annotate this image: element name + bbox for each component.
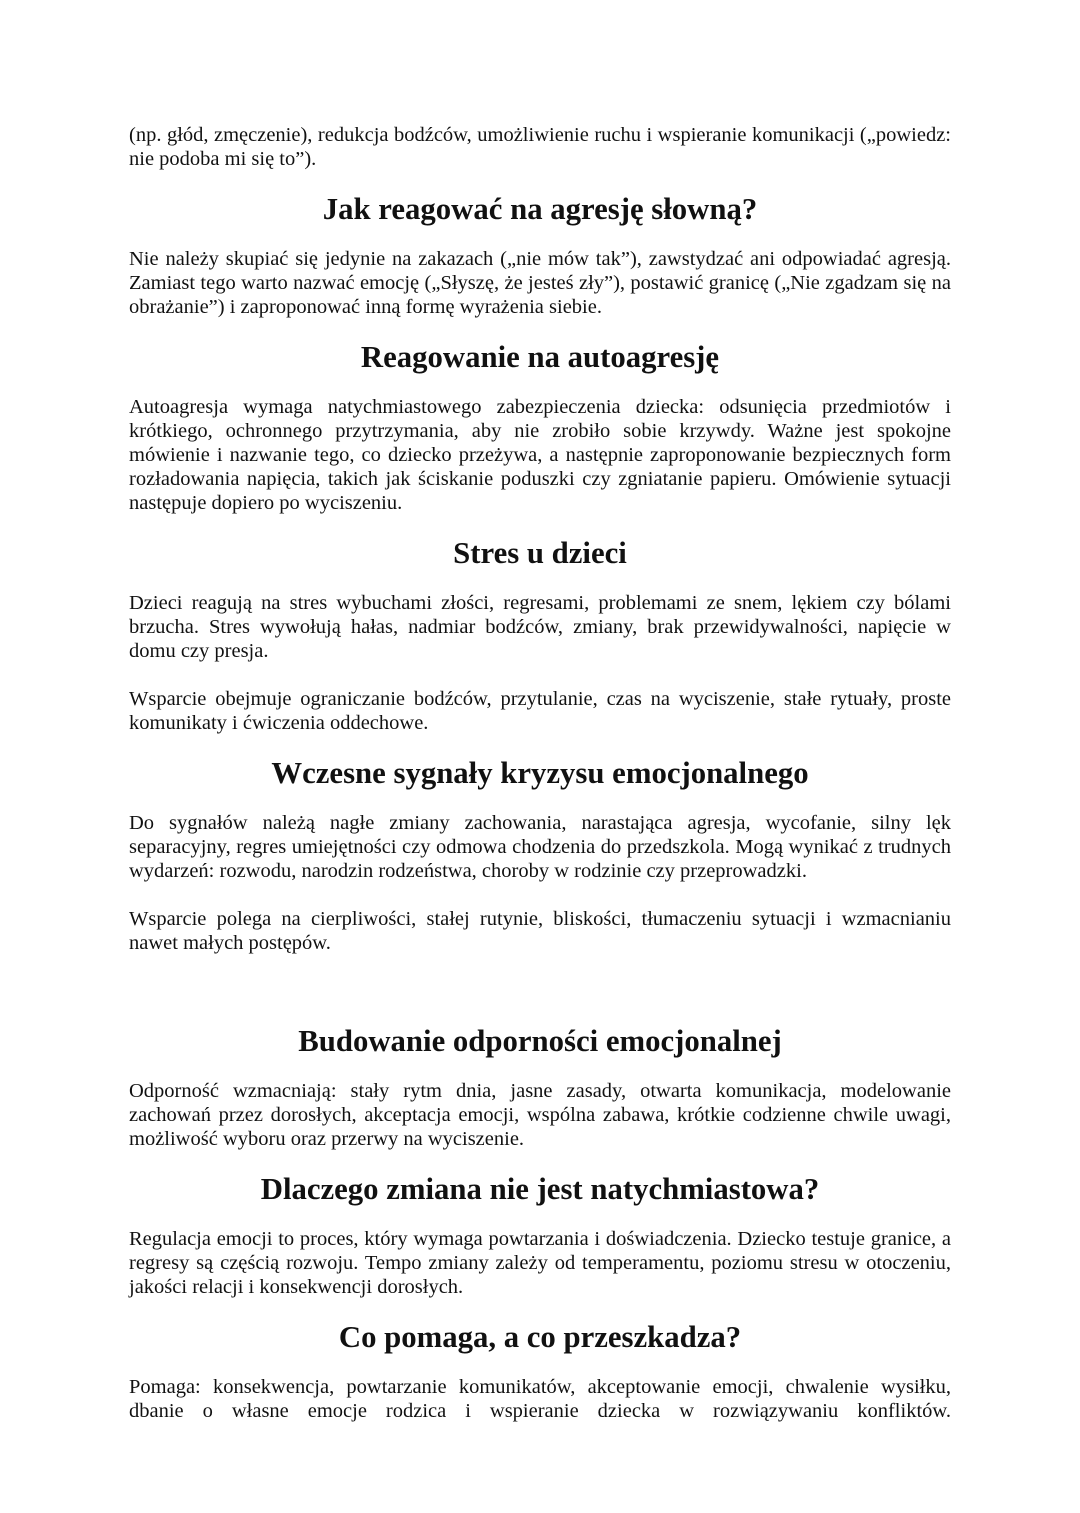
intro-paragraph: (np. głód, zmęczenie), redukcja bodźców, umożliwienie ruchu i wspieranie komunikacji („powiedz: nie podoba mi się to”).: [129, 124, 951, 170]
section-paragraph: Dzieci reagują na stres wybuchami złości, regresami, problemami ze snem, lękiem czy bólami brzucha. Stres wywołują hałas, nadmiar bodźców, zmiany, brak przewidywalności, napięcie w domu czy presja.: [129, 592, 951, 662]
document-page: [129, 123, 951, 1423]
section-heading: Reagowanie na autoagresję: [360, 340, 720, 374]
section-heading: Dlaczego zmiana nie jest natychmiastowa?: [260, 1172, 820, 1206]
section-change-not-immediate: [129, 1172, 951, 1299]
section-paragraph: Nie należy skupiać się jedynie na zakazach („nie mów tak”), zawstydzać ani odpowiadać agresją. Zamiast tego warto nazwać emocję („Słyszę, że jesteś zły”), postawić granicę („Nie zgadzam się na obrażanie”) i zaproponować inną formę wyrażenia siebie.: [129, 248, 951, 318]
section-early-signals: [129, 756, 951, 955]
section-heading: Stres u dzieci: [453, 536, 627, 570]
section-heading: Wczesne sygnały kryzysu emocjonalnego: [271, 756, 809, 790]
section-paragraph: Odporność wzmacniają: stały rytm dnia, jasne zasady, otwarta komunikacja, modelowanie zachowań przez dorosłych, akceptacja emocji, wspólna zabawa, krótkie codzienne chwile uwagi, możliwość wyboru oraz przerwy na wyciszenie.: [129, 1080, 951, 1150]
section-verbal-aggression: [129, 192, 951, 319]
section-paragraph: Do sygnałów należą nagłe zmiany zachowania, narastająca agresja, wycofanie, silny lęk separacyjny, regres umiejętności czy odmowa chodzenia do przedszkola. Mogą wynikać z trudnych wydarzeń: rozwodu, narodzin rodzeństwa, choroby w rodzinie czy przeprowadzki.: [129, 812, 951, 882]
section-paragraph: Regulacja emocji to proces, który wymaga powtarzania i doświadczenia. Dziecko testuje granice, a regresy są częścią rozwoju. Tempo zmiany zależy od temperamentu, poziomu stresu w otoczeniu, jakości relacji i konsekwencji dorosłych.: [129, 1228, 951, 1298]
section-self-aggression: [129, 340, 951, 515]
section-paragraph: Pomaga: konsekwencja, powtarzanie komunikatów, akceptowanie emocji, chwalenie wysiłku, dbanie o własne emocje rodzica i wspieranie dziecka w rozwiązywaniu konfliktów.: [129, 1376, 951, 1422]
section-heading: Budowanie odporności emocjonalnej: [298, 1024, 782, 1058]
section-resilience: [129, 1024, 951, 1151]
section-stress: [129, 536, 951, 735]
section-heading: Jak reagować na agresję słowną?: [322, 192, 758, 226]
section-paragraph: Autoagresja wymaga natychmiastowego zabezpieczenia dziecka: odsunięcia przedmiotów i krótkiego, ochronnego przytrzymania, aby nie zrobiło sobie krzywdy. Ważne jest spokojne mówienie i nazwanie tego, co dziecko przeżywa, a następnie zaproponowanie bezpiecznych form rozładowania napięcia, takich jak ściskanie poduszki czy zgniatanie papieru. Omówienie sytuacji następuje dopiero po wyciszeniu.: [129, 396, 951, 514]
section-paragraph: Wsparcie obejmuje ograniczanie bodźców, przytulanie, czas na wyciszenie, stałe rytuały, proste komunikaty i ćwiczenia oddechowe.: [129, 688, 951, 734]
section-heading: Co pomaga, a co przeszkadza?: [338, 1320, 742, 1354]
section-what-helps: [129, 1320, 951, 1423]
section-paragraph: Wsparcie polega na cierpliwości, stałej rutynie, bliskości, tłumaczeniu sytuacji i wzmacnianiu nawet małych postępów.: [129, 908, 951, 954]
